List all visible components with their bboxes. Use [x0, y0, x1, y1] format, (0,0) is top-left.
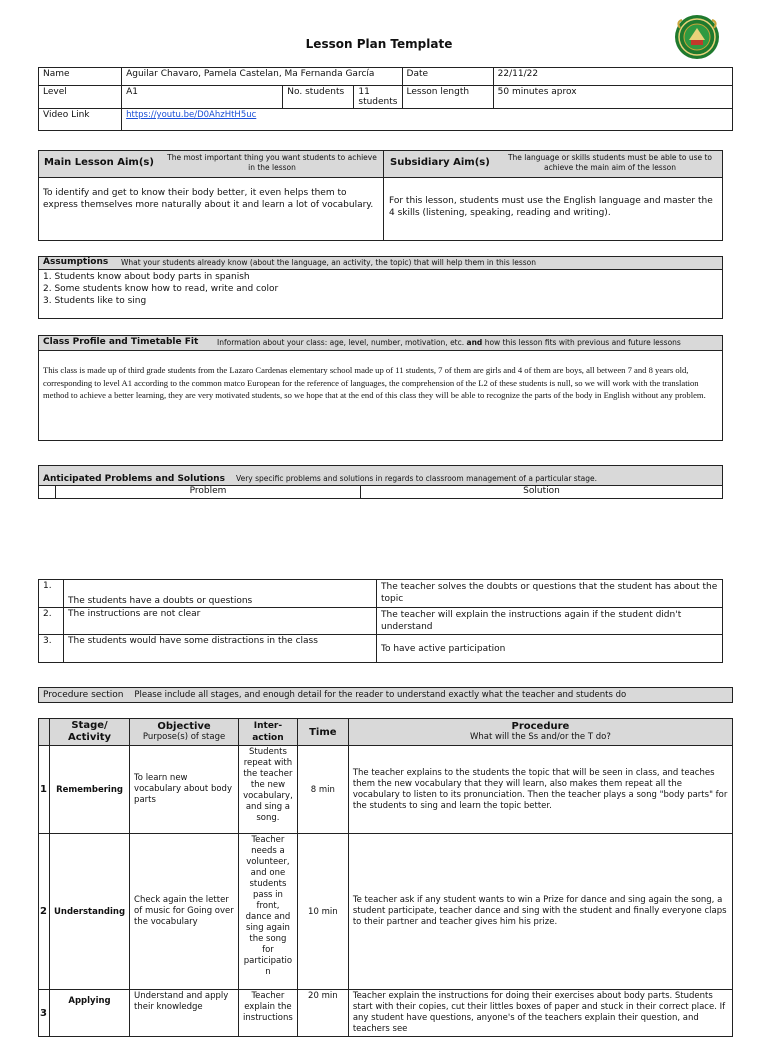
time-cell: 20 min [297, 990, 348, 1037]
stage-number: 1 [39, 746, 50, 834]
list-item: 1. Students know about body parts in spanish [43, 272, 250, 282]
aims-box [38, 150, 723, 241]
page-title: Lesson Plan Template [305, 37, 453, 51]
interaction-cell: Teacher needs a volunteer, and one students pass in front, dance and sing again the song for participatio n [239, 834, 298, 990]
name-label: Name [39, 68, 122, 86]
main-aim-hint: The most important thing you want students to achieve in the lesson [167, 153, 377, 172]
assumptions-list [43, 271, 278, 307]
class-profile-box [38, 335, 723, 441]
video-link[interactable]: https://youtu.be/D0AhzHtH5uc [126, 110, 257, 120]
stage-number: 3 [39, 990, 50, 1037]
problems-hint: Very specific problems and solutions in regards to classroom management of a particular stage. [236, 474, 597, 483]
row-number: 2. [39, 608, 64, 635]
objective-column-header: Objective Purpose(s) of stage [130, 719, 239, 746]
sub-aim-hint: The language or skills students must be able to use to achieve the main aim of the lesson [507, 153, 713, 172]
row-number: 3. [39, 635, 64, 663]
length-label: Lesson length [402, 86, 493, 109]
procedure-cell: Te teacher ask if any student wants to win a Prize for dance and sing again the song, a student participate, teacher dance and sing with the student and finally everyone claps to their partner and teacher gives him his prize. [348, 834, 732, 990]
solution-cell: The teacher will explain the instructions again if the student didn't understand [377, 608, 723, 635]
solution-cell: The teacher solves the doubts or questions that the student has about the topic [377, 580, 723, 608]
video-label: Video Link [39, 109, 122, 131]
procedure-section-label: Procedure section [43, 690, 124, 700]
problem-cell: The students would have some distractions in the class [64, 635, 377, 663]
level-label: Level [39, 86, 122, 109]
sub-aim-label: Subsidiary Aim(s) [390, 157, 490, 168]
problems-label: Anticipated Problems and Solutions [43, 474, 225, 484]
date-value: 22/11/22 [493, 68, 732, 86]
table-row [39, 834, 733, 990]
stage-name: Applying [50, 990, 130, 1037]
name-value: Aguilar Chavaro, Pamela Castelan, Ma Fernanda García [122, 68, 402, 86]
procedure-cell: Teacher explain the instructions for doing their exercises about body parts. Students start with their copies, cut their littles boxes of paper and stuck in their correct place. If any student have questions, anyone's of the teachers explain their question, and teachers see [348, 990, 732, 1037]
class-profile-hint: Information about your class: age, level, number, motivation, etc. and how this lesson fits with previous and future lessons [217, 338, 681, 347]
procedure-column-header: Procedure What will the Ss and/or the T do? [348, 719, 732, 746]
school-seal-logo [674, 14, 720, 60]
table-row [39, 608, 723, 635]
assumptions-label: Assumptions [43, 257, 109, 267]
time-cell: 8 min [297, 746, 348, 834]
interaction-cell: Teacher explain the instructions [239, 990, 298, 1037]
table-row [39, 635, 723, 663]
problems-header-table [38, 465, 723, 499]
problem-cell: The instructions are not clear [64, 608, 377, 635]
stage-number: 2 [39, 834, 50, 990]
table-row [39, 746, 733, 834]
main-aim-text: To identify and get to know their body better, it even helps them to express themselves more naturally about it and learn a lot of vocabulary. [43, 188, 374, 210]
interaction-cell: Students repeat with the teacher the new vocabulary, and sing a song. [239, 746, 298, 834]
objective-cell: Check again the letter of music for Going over the vocabulary [130, 834, 239, 990]
objective-cell: Understand and apply their knowledge [130, 990, 239, 1037]
time-cell: 10 min [297, 834, 348, 990]
assumptions-box [38, 256, 723, 319]
students-label: No. students [283, 86, 354, 109]
problem-cell: The students have a doubts or questions [64, 580, 377, 608]
stage-name: Remembering [50, 746, 130, 834]
time-column-header: Time [297, 719, 348, 746]
list-item: 3. Students like to sing [43, 296, 147, 306]
class-profile-header [39, 336, 722, 351]
list-item: 2. Some students know how to read, write and color [43, 284, 279, 294]
row-number: 1. [39, 580, 64, 608]
students-value: 11 students [354, 86, 402, 109]
length-value: 50 minutes aprox [493, 86, 732, 109]
procedure-section-header [38, 687, 733, 703]
problems-table [38, 579, 723, 663]
main-aim-header [39, 151, 384, 178]
main-aim-label: Main Lesson Aim(s) [44, 157, 154, 168]
table-row [39, 990, 733, 1037]
sub-aim-text: For this lesson, students must use the English language and master the 4 skills (listening, speaking, reading and writing). [389, 196, 713, 218]
class-profile-label: Class Profile and Timetable Fit [43, 337, 199, 347]
objective-cell: To learn new vocabulary about body parts [130, 746, 239, 834]
table-row [39, 580, 723, 608]
date-label: Date [402, 68, 493, 86]
assumptions-header [39, 257, 722, 270]
stage-column-header: Stage/ Activity [50, 719, 130, 746]
problem-column-header: Problem [56, 486, 361, 499]
stage-name: Understanding [50, 834, 130, 990]
interaction-column-header: Inter- action [239, 719, 298, 746]
procedure-table [38, 718, 733, 1037]
solution-column-header: Solution [361, 486, 723, 499]
level-value: A1 [122, 86, 283, 109]
sub-aim-header [384, 151, 722, 178]
assumptions-hint: What your students already know (about the language, an activity, the topic) that will help them in this lesson [121, 258, 536, 267]
class-profile-text: This class is made up of third grade students from the Lazaro Cardenas elementary school made up of 11 students, 7 of them are girls and 4 of them are boys, all between 7 and 8 years old, corresponding to level A1 according to the common matco European for the reference of languages, the comprehension of the L2 of these students is null, so we will work with the translation method to achieve a better learning, they are very motivated students, so we hope that at the end of this class they will be able to recognize the parts of the body in English without any problem. [43, 365, 706, 400]
procedure-cell: The teacher explains to the students the topic that will be seen in class, and teaches them the new vocabulary that they will learn, also makes them repeat all the vocabulary to listen to its pronunciation. Then the teacher plays a song "body parts" for the students to sing and learn the topic better. [348, 746, 732, 834]
solution-cell: To have active participation [377, 635, 723, 663]
info-table [38, 67, 733, 131]
procedure-section-hint: Please include all stages, and enough detail for the reader to understand exactly what the teacher and students do [134, 690, 627, 700]
